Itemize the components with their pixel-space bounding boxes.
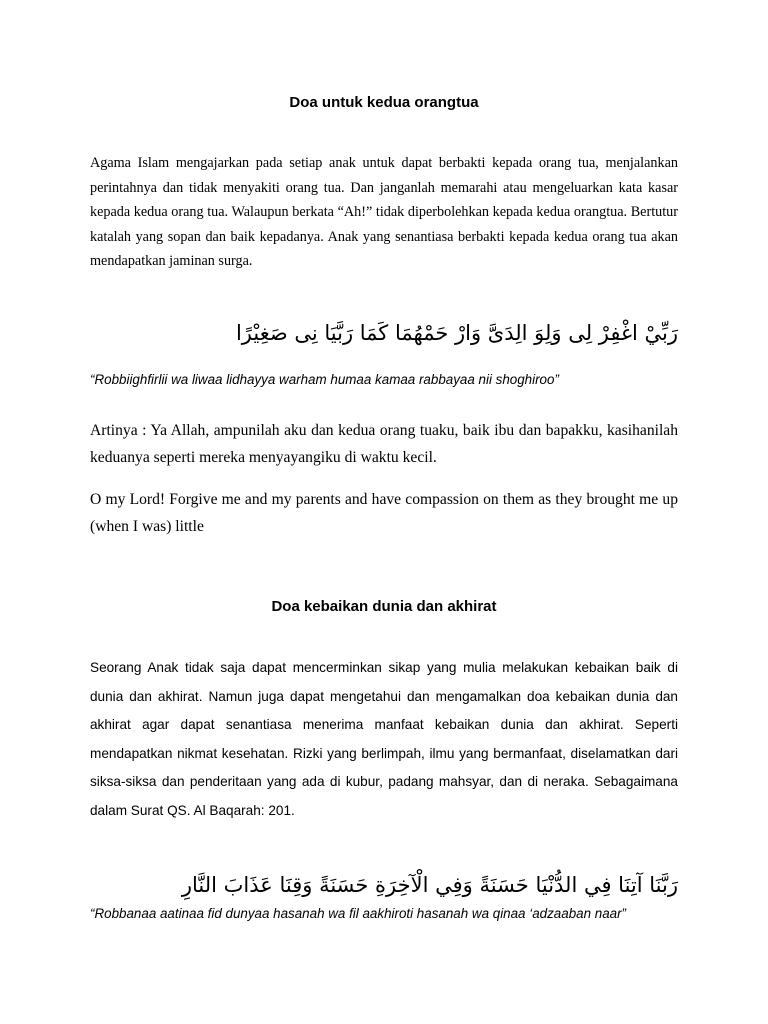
arabic-verse-orangtua: رَبِّيْ اغْفِرْ لِى وَلِوَ الِدَىَّ وَارْ حَمْهُمَا كَمَا رَبَّيَا نِى صَغِيْرًا <box>235 321 678 345</box>
arabic-verse-dunia-akhirat: رَبَّنَا آتِنَا فِي الدُّنْيَا حَسَنَةً وَفِي الْآخِرَةِ حَسَنَةً وَقِنَا عَذَابَ النَّارِ <box>181 873 678 897</box>
meaning-english: O my Lord! Forgive me and my parents and have compassion on them as they brought me up (when I was) little <box>90 491 678 535</box>
paragraph-dunia-akhirat: Seorang Anak tidak saja dapat mencerminkan sikap yang mulia melakukan kebaikan baik di dunia dan akhirat. Namun juga dapat mengetahui dan mengamalkan doa kebaikan dunia dan akhirat agar dapat senantiasa menerima manfaat kebaikan dunia dan akhirat. Seperti mendapatkan nikmat kesehatan. Rizki yang berlimpah, ilmu yang bermanfaat, diselamatkan dari siksa-siksa dan penderitaan yang ada di kubur, padang mahsyar, dan di neraka. Sebagaimana dalam Surat QS. Al Baqarah: 201. <box>90 660 678 818</box>
meaning-indonesian: Artinya : Ya Allah, ampunilah aku dan kedua orang tuaku, baik ibu dan bapakku, kasihanilah keduanya seperti mereka menyayangiku di waktu kecil. <box>90 422 678 466</box>
transliteration-dunia-akhirat: “Robbanaa aatinaa fid dunyaa hasanah wa fil aakhiroti hasanah wa qinaa ‘adzaaban naar” <box>90 906 627 921</box>
section-title-doa-dunia-akhirat: Doa kebaikan dunia dan akhirat <box>271 598 497 615</box>
transliteration-orangtua: “Robbiighfirlii wa liwaa lidhayya warham humaa kamaa rabbayaa nii shoghiroo” <box>90 372 559 387</box>
section-title-doa-orangtua: Doa untuk kedua orangtua <box>289 94 479 111</box>
paragraph-orangtua: Agama Islam mengajarkan pada setiap anak untuk dapat berbakti kepada orang tua, menjalankan perintahnya dan tidak menyakiti orang tua. Dan janganlah memarahi atau mengeluarkan kata kasar kepada kedua orang tua. Walaupun berkata “Ah!” tidak diperbolehkan kepada kedua orangtua. Bertutur katalah yang sopan dan baik kepadanya. Anak yang senantiasa berbakti kepada kedua orang tua akan mendapatkan jaminan surga. <box>90 155 678 270</box>
